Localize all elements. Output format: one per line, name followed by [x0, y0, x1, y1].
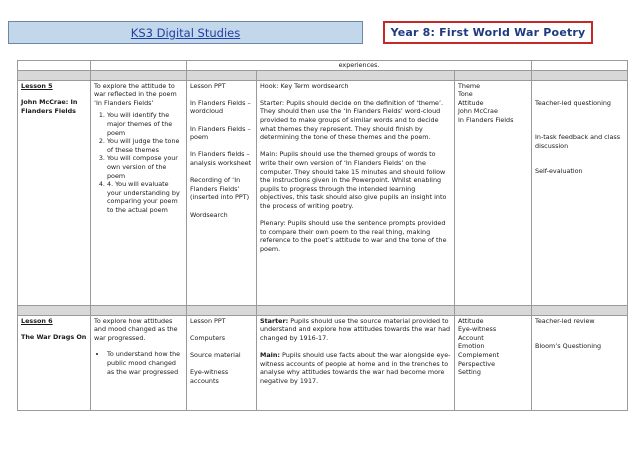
separator-row	[18, 305, 628, 315]
resource-item: Source material	[190, 350, 241, 359]
lesson-row	[18, 315, 628, 410]
outcome-item: 3. You will compose your own version of the poem	[107, 154, 183, 180]
resource-item: In Flanders Fields – wordcloud	[190, 98, 251, 116]
assessment-item: In-task feedback and class discussion	[535, 133, 621, 150]
lesson-title: The War Drags On	[21, 333, 87, 342]
lesson-row	[18, 80, 628, 305]
resource-item: Computers	[190, 333, 226, 342]
key-term: Complement	[458, 350, 500, 359]
assessment-item: Self-evaluation	[535, 167, 583, 176]
activity-main: Main: Pupils should use the themed groups of words to write their own version of ‘In Flanders Fields’ on the computer. They should take 15 minutes and should follow the instructions given in the Powerpoint. Whilst enabling pupils to progress through the intended learning objectives, this task should also give pupils an insight into the process of writing poetry.	[260, 150, 447, 210]
main-text: Pupils should use facts about the war alongside eye-witness accounts of people at home and in the trenches to analyse why attitudes towards the war had become more negative by 1917.	[260, 350, 451, 385]
resources-cell	[187, 315, 257, 410]
activity-main	[260, 351, 451, 385]
unit-title: Year 8: First World War Poetry	[390, 26, 586, 39]
continuation-row	[18, 61, 628, 71]
activity-starter: Starter: Pupils should decide on the definition of ‘theme’. They should then use the ‘In Flanders Fields’ word-cloud provided to make groups of similar words and to decide what themes they represent. They should finish by determining the tone of these themes and the poem.	[260, 98, 444, 142]
resource-item: Eye-witness accounts	[190, 368, 229, 385]
activities-cell	[257, 80, 455, 305]
lesson-title: John McCrae: In Flanders Fields	[21, 98, 78, 115]
lesson-number: Lesson 5	[21, 81, 53, 90]
objective-intro: To explore how attitudes and mood changed as the war progressed.	[94, 316, 178, 342]
key-term: Attitude	[458, 98, 484, 107]
subject-header	[8, 21, 363, 44]
assessment-item: Teacher-led review	[535, 316, 595, 325]
resource-item: Wordsearch	[190, 210, 228, 219]
key-term: Attitude	[458, 316, 484, 325]
key-term: Setting	[458, 368, 481, 377]
objective-intro: To explore the attitude to war reflected in the poem ‘In Flanders Fields’	[94, 81, 177, 107]
lesson-cell	[18, 315, 91, 410]
objectives-cell	[91, 315, 187, 410]
starter-label: Starter:	[260, 316, 289, 325]
resource-item: Recording of ‘In Flanders Fields’ (inserted into PPT)	[190, 176, 250, 202]
main-label: Main:	[260, 350, 280, 359]
activity-starter	[260, 317, 451, 343]
assessment-cell	[532, 315, 628, 410]
key-term: Perspective	[458, 359, 496, 368]
activity-plenary: Plenary: Pupils should use the sentence prompts provided to compare their own poem to the real thing, making reference to the poet’s attitude to war and the tone of the poem.	[260, 219, 447, 253]
resource-item: In Flanders Fields – poem	[190, 124, 251, 142]
separator-row	[18, 70, 628, 80]
key-term: Account	[458, 333, 484, 342]
outcome-item: 1. You will identify the major themes of the poem	[107, 111, 183, 137]
outcome-item: 2. You will judge the tone of these themes	[107, 137, 183, 154]
lesson-number: Lesson 6	[21, 316, 53, 325]
key-term: Theme	[458, 81, 481, 90]
outcome-item: • To understand how the public mood changed as the war progressed	[107, 350, 183, 376]
assessment-cell	[532, 80, 628, 305]
activity-hook: Hook: Key Term wordsearch	[260, 81, 349, 90]
key-term: In Flanders Fields	[458, 115, 514, 124]
objectives-cell	[91, 80, 187, 305]
unit-header	[383, 21, 593, 44]
outcome-item: 4. 4. You will evaluate your understanding by comparing your poem to the actual poem	[107, 180, 183, 214]
key-term: Eye-witness	[458, 325, 497, 334]
key-terms-cell	[455, 80, 532, 305]
resource-item: Lesson PPT	[190, 81, 226, 90]
key-term: John McCrae	[458, 107, 498, 116]
resource-item: In Flanders fields – analysis worksheet	[190, 150, 252, 167]
key-term: Tone	[458, 90, 473, 99]
resources-cell	[187, 80, 257, 305]
assessment-item: Bloom’s Questioning	[535, 342, 602, 351]
key-terms-cell	[455, 315, 532, 410]
subject-title[interactable]: KS3 Digital Studies	[130, 25, 241, 40]
assessment-item: Teacher-led questioning	[535, 98, 611, 107]
resource-item: Lesson PPT	[190, 316, 226, 325]
starter-text: Pupils should use the source material provided to understand and explore how attitudes towards the war had changed by 1916-17.	[260, 316, 451, 342]
lesson-plan-table	[17, 60, 628, 411]
continuation-text: experiences.	[187, 61, 532, 71]
activities-cell	[257, 315, 455, 410]
key-term: Emotion	[458, 342, 485, 351]
lesson-cell	[18, 80, 91, 305]
